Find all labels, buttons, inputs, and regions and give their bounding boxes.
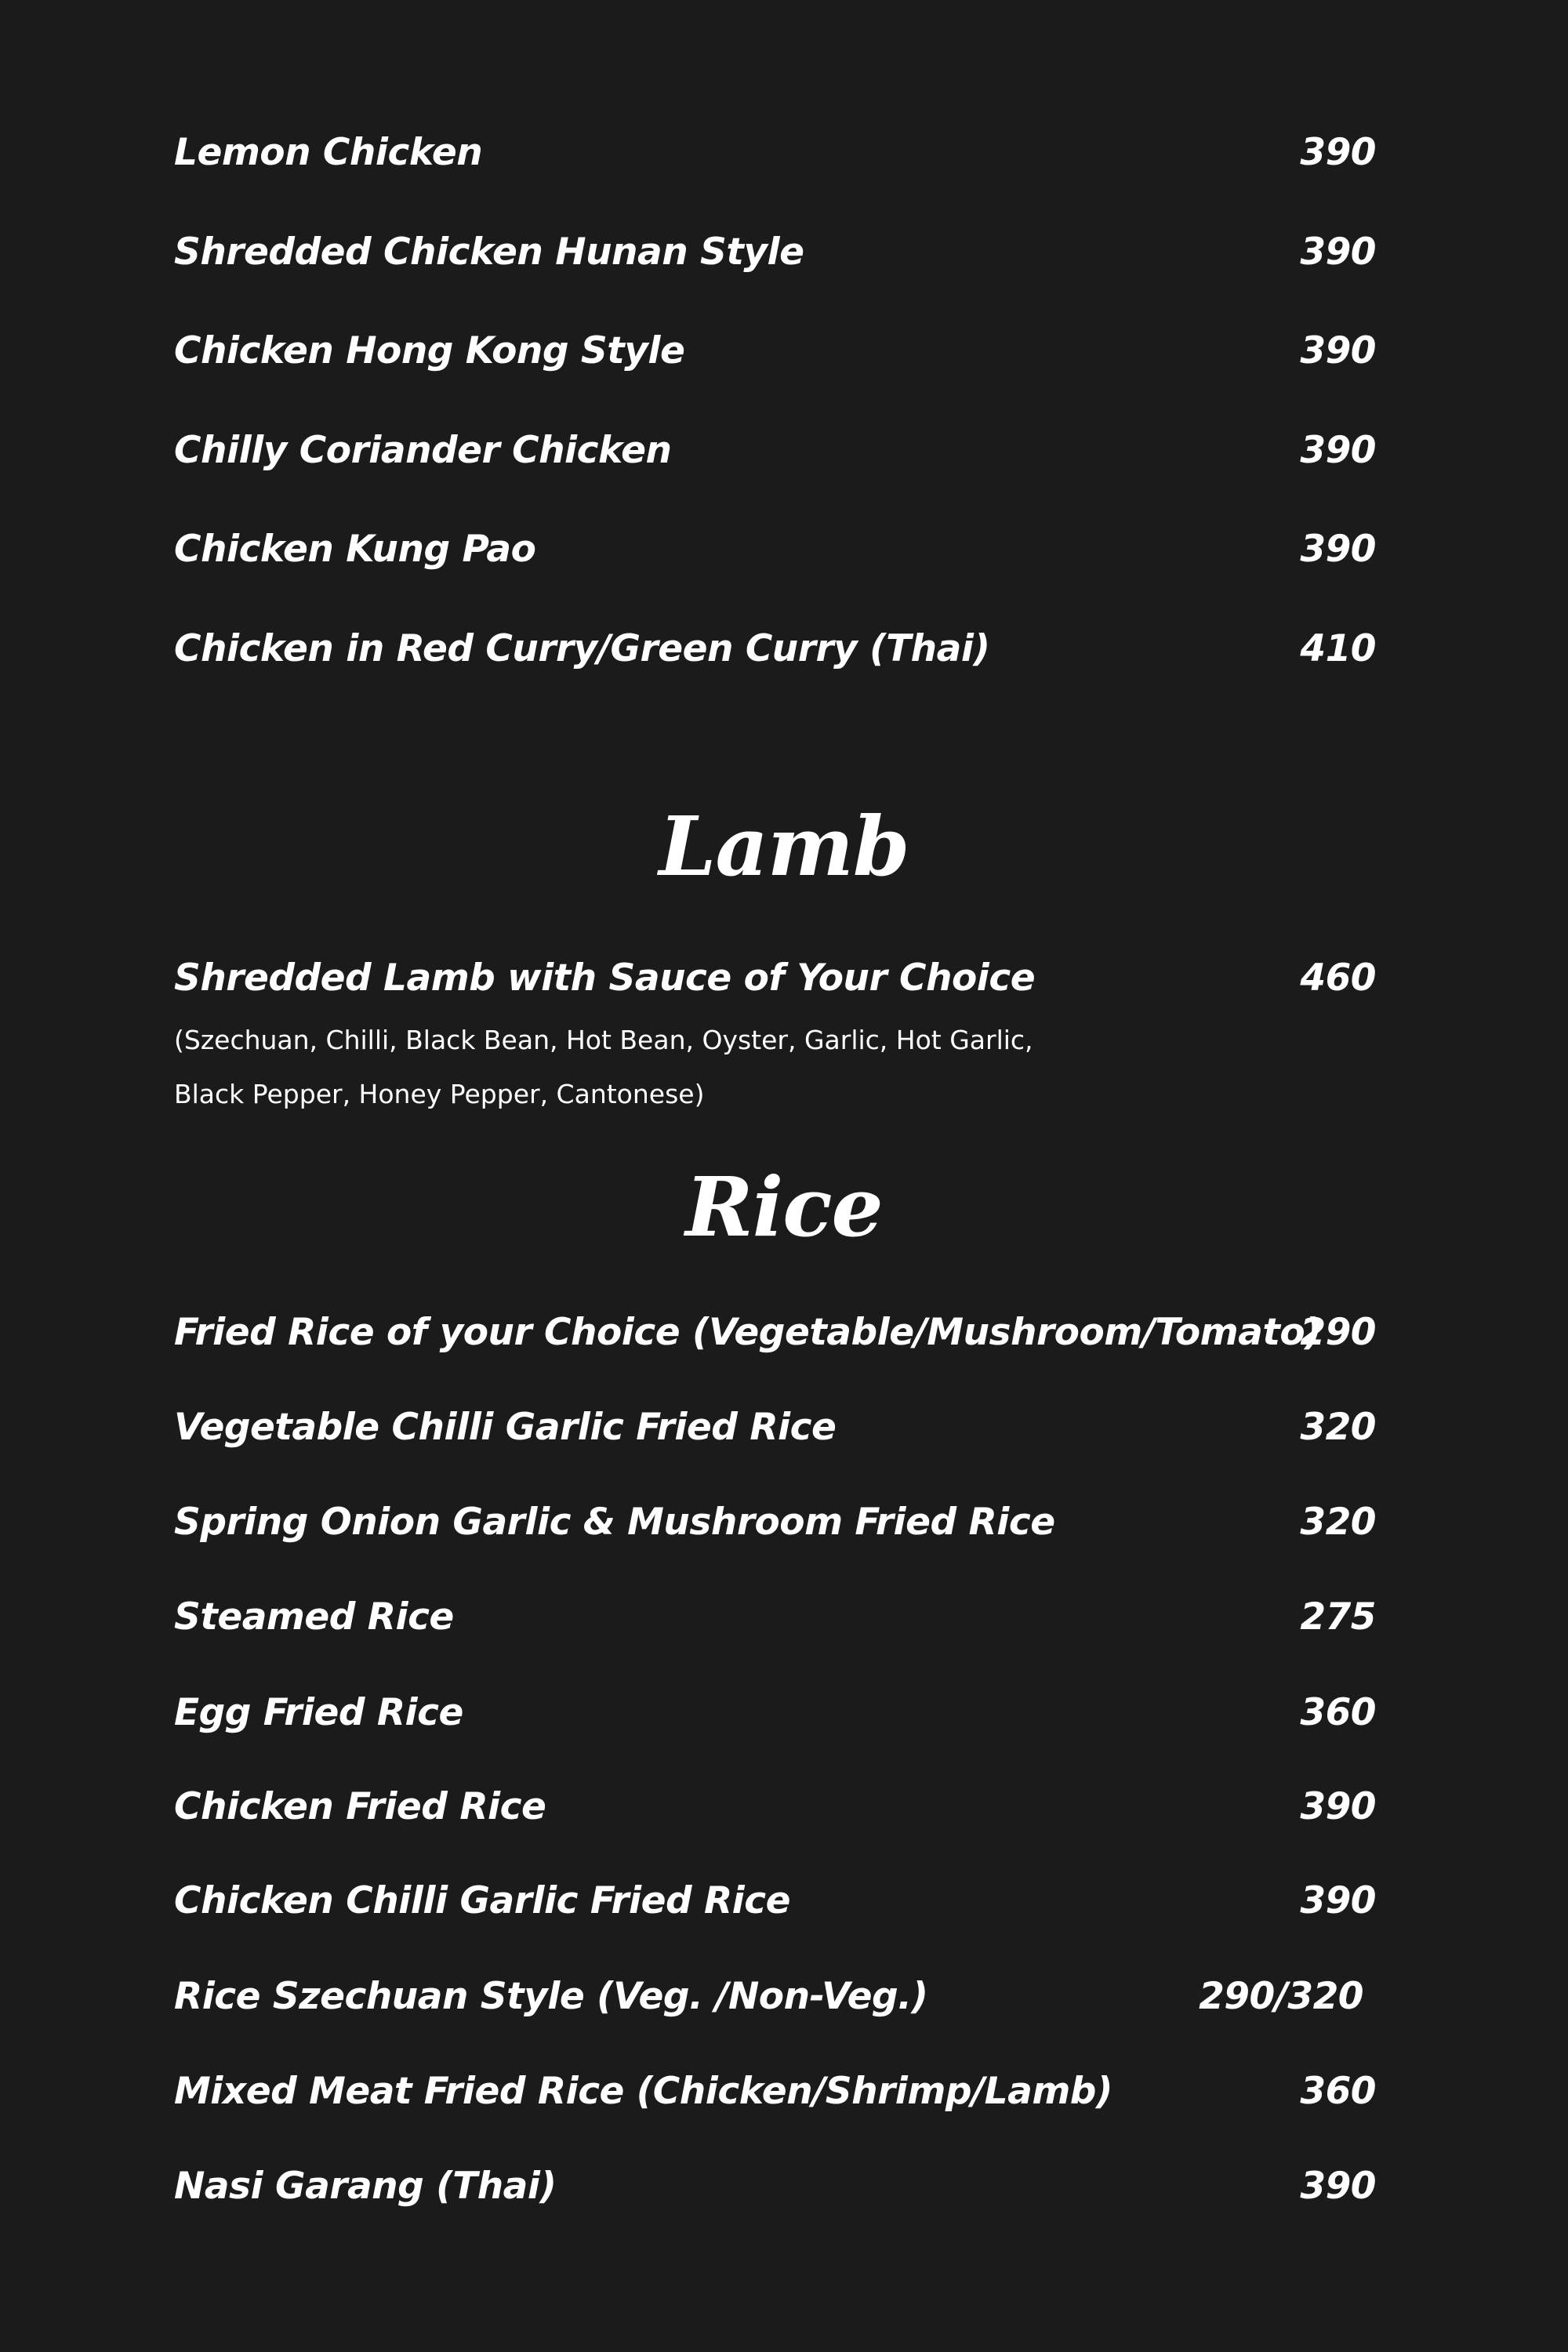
item-price: 390 [1300, 1785, 1376, 1828]
menu-item [174, 2060, 1376, 2123]
item-name: Mixed Meat Fried Rice (Chicken/Shrimp/Lamb) [174, 2070, 1112, 2113]
item-price: 320 [1300, 1501, 1376, 1544]
item-price: 320 [1300, 1406, 1376, 1449]
item-price: 360 [1300, 1691, 1376, 1734]
item-description: Black Pepper, Honey Pepper, Cantonese) [174, 1079, 705, 1109]
item-name: Shredded Lamb with Sauce of Your Choice [174, 956, 1036, 1000]
menu-item [174, 618, 1376, 681]
menu-item [174, 419, 1376, 482]
menu-item [174, 1965, 1376, 2028]
menu-item [174, 1776, 1376, 1838]
menu-item [174, 1491, 1376, 1554]
section-heading-lamb: Lamb [659, 798, 909, 895]
item-name: Spring Onion Garlic & Mushroom Fried Rice [174, 1501, 1055, 1544]
item-name: Egg Fried Rice [174, 1691, 463, 1734]
item-name: Chicken Chilli Garlic Fried Rice [174, 1879, 791, 1922]
menu-item [174, 1682, 1376, 1744]
item-price: 410 [1300, 627, 1376, 670]
section-heading-rice: Rice [685, 1159, 883, 1255]
item-name: Chicken Hong Kong Style [174, 329, 685, 372]
item-price: 390 [1300, 230, 1376, 274]
item-name: Vegetable Chilli Garlic Fried Rice [174, 1406, 837, 1449]
menu-item [174, 1396, 1376, 1459]
item-price: 360 [1300, 2070, 1376, 2113]
item-name: Steamed Rice [174, 1595, 454, 1639]
item-name: Chilly Coriander Chicken [174, 429, 672, 472]
menu-item [174, 1301, 1376, 1364]
item-name: Chicken in Red Curry/Green Curry (Thai) [174, 627, 990, 670]
item-name: Shredded Chicken Hunan Style [174, 230, 804, 274]
item-price: 390 [1300, 2165, 1376, 2208]
item-name: Rice Szechuan Style (Veg. /Non-Veg.) [174, 1975, 928, 2018]
item-price: 290/320 [1199, 1975, 1363, 2018]
menu-item [174, 122, 1376, 184]
item-description: (Szechuan, Chilli, Black Bean, Hot Bean, Oyster, Garlic, Hot Garlic, [174, 1025, 1033, 1055]
menu-item [174, 947, 1376, 1010]
menu-item [174, 320, 1376, 383]
item-name: Chicken Fried Rice [174, 1785, 546, 1828]
item-price: 390 [1300, 329, 1376, 372]
menu-item [174, 1870, 1376, 1933]
item-price: 390 [1300, 131, 1376, 174]
item-name: Chicken Kung Pao [174, 528, 536, 571]
item-price: 290 [1300, 1311, 1376, 1354]
item-name: Lemon Chicken [174, 131, 483, 174]
item-price: 460 [1300, 956, 1376, 1000]
item-price: 275 [1300, 1595, 1376, 1639]
item-price: 390 [1300, 1879, 1376, 1922]
menu-item [174, 2155, 1376, 2218]
item-price: 390 [1300, 528, 1376, 571]
item-price: 390 [1300, 429, 1376, 472]
menu-item [174, 518, 1376, 581]
item-name: Nasi Garang (Thai) [174, 2165, 557, 2208]
menu-item [174, 1586, 1376, 1649]
item-name: Fried Rice of your Choice (Vegetable/Mushroom/Tomato) [174, 1311, 1322, 1354]
menu-item [174, 221, 1376, 284]
